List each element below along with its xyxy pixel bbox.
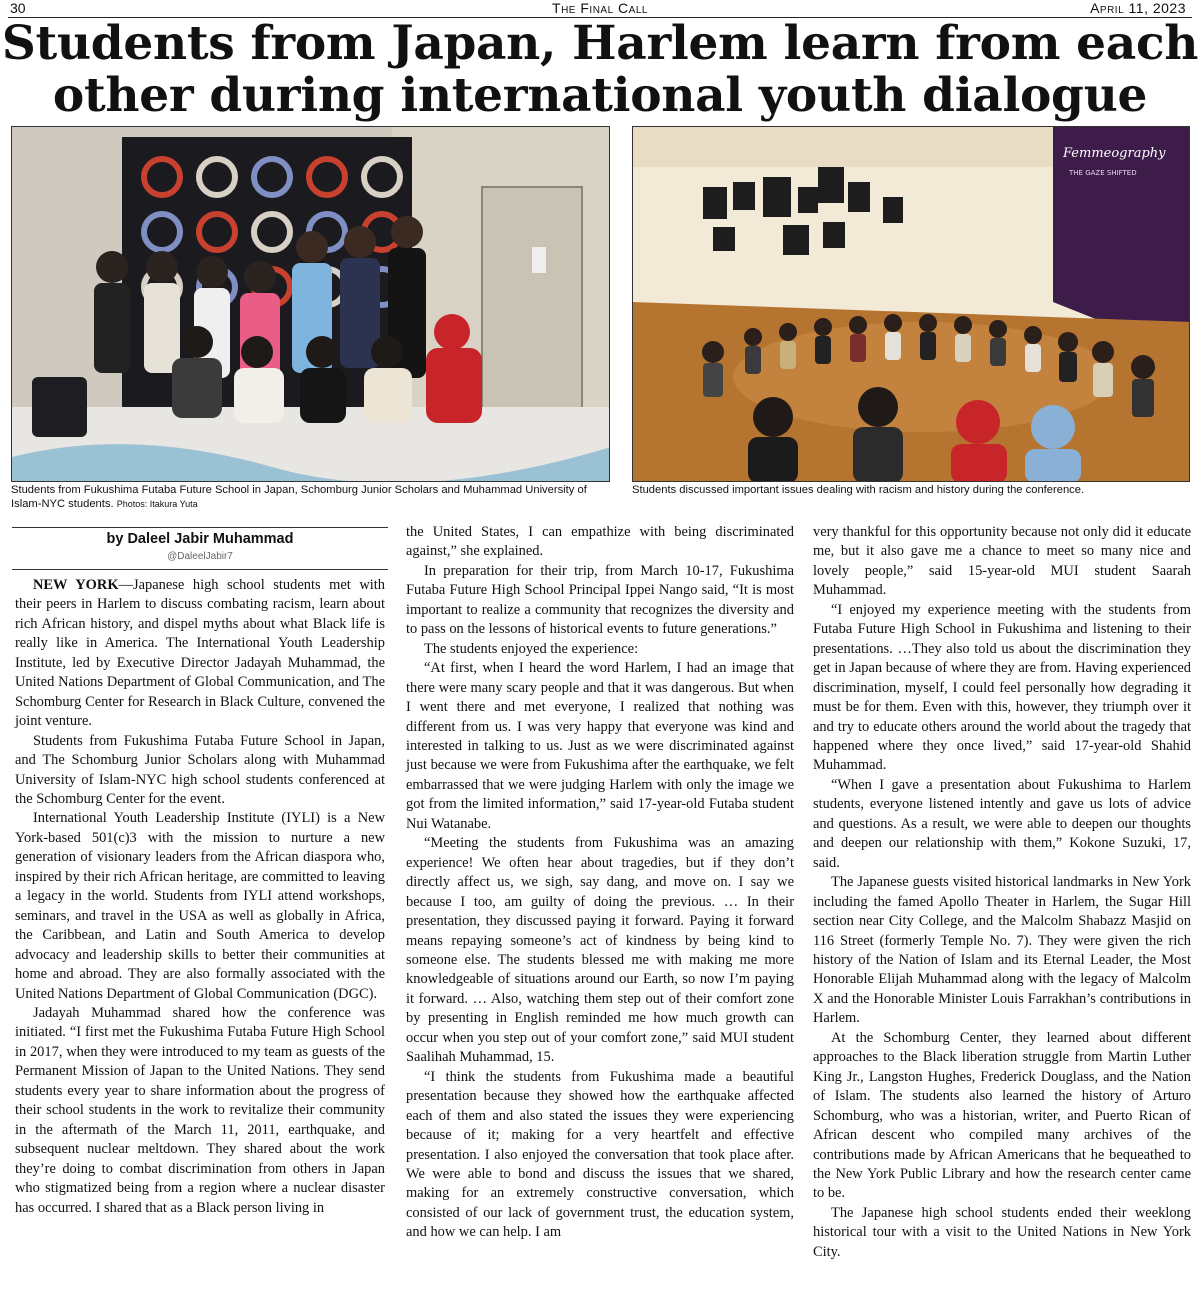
article-paragraph: the United States, I can empathize with being discriminated against,” she explained. — [406, 524, 794, 560]
article-paragraph: “I enjoyed my experience meeting with the students from Futaba Future High School in Fukushima and listening to their presentations. …They also told us about the discrimination they get in Japan because of where they are from. Having experienced discrimination, myself, I could feel personally how degrading it must be for them. Even with this, however, they triumph over it and try to educate others around the world about the tragedy that happened where they once lived,” said 17-year-old Shahid Muhammad. — [813, 601, 1191, 774]
group-photo-illustration — [12, 127, 610, 482]
article-paragraph: “Meeting the students from Fukushima was an amazing experience! We often hear about tragedies, but if they don’t directly affect us, we sigh, say dang, and move on. I say we because I too, am guilty of doing the previous. … In their presentation, they discussed paying it forward. Paying it forward means repaying someone’s act of kindness by being kind to someone else. The students blessed me with making me more knowledgeable of situations around our Earth, so now I’m paying it forward. … Also, watching them step out of their comfort zone by presenting in English reminded me how much growth can occur when you step out of your comfort zone,” said MUI student Saalihah Muhammad, 15. — [406, 835, 794, 1066]
byline-bottom-rule — [12, 569, 388, 570]
folio — [0, 0, 1200, 17]
article-paragraph: At the Schomburg Center, they learned about different approaches to the Black liberation struggle from Martin Luther King Jr., Langston Hughes, Frederick Douglass, and the Nation of Islam. The students also learned the history of Arturo Schomburg, who was a historian, writer, and Puerto Rican of African descent who compiled many archives of the contributions made by African Americans that he bequeathed to the New York Public Library and how the research center came to be. — [813, 1029, 1191, 1202]
byline-author: by Daleel Jabir Muhammad — [106, 531, 294, 547]
article-column-1 — [15, 576, 385, 1218]
discussion-photo-illustration — [633, 127, 1190, 482]
discussion-photo-caption: Students discussed important issues dealing with racism and history during the conference. — [632, 484, 1085, 496]
paper-name: The Final Call — [552, 0, 648, 16]
byline-handle: @DaleelJabir7 — [167, 551, 233, 562]
discussion-photo — [632, 126, 1190, 482]
article-paragraph: “When I gave a presentation about Fukushima to Harlem students, everyone listened intently and gave us lots of advice and questions. As a result, we were able to deepen our thoughts and deepen our relationship with them,” Kokone Suzuki, 17, said. — [813, 776, 1191, 871]
headline-line-2: other during international youth dialogue — [52, 68, 1148, 123]
issue-date: April 11, 2023 — [1090, 0, 1186, 16]
article-paragraph: NEW YORK—Japanese high school students met with their peers in Harlem to discuss combating racism, learn about rich African history, and dispel myths about what Black life is really like in America. The International Youth Leadership Institute, led by Executive Director Jadayah Muhammad, the United Nations Department of Global Communication, and The Schomburg Center for Research in Black Culture, convened the joint venture. — [15, 577, 386, 730]
dateline: NEW YORK — [33, 577, 119, 593]
article-paragraph: The Japanese guests visited historical landmarks in New York including the famed Apollo Theater in Harlem, the Sugar Hill section near City College, and the Malcolm Shabazz Masjid on 116 Street (formerly Temple No. 7). They were given the rich history of the Nation of Islam and its Eternal Leader, the Most Honorable Elijah Muhammad along with the legacy of Malcolm X and the Honorable Minister Louis Farrakhan’s contributions in Harlem. — [813, 874, 1191, 1027]
exhibit-sign-title: Femmeography — [1063, 146, 1166, 161]
headline — [0, 18, 1200, 122]
group-photo-caption — [11, 484, 613, 511]
headline-line-1: Students from Japan, Harlem learn from each — [1, 16, 1199, 71]
article-paragraph: The Japanese high school students ended their weeklong historical tour with a visit to the United Nations in New York City. — [813, 1204, 1191, 1260]
article-paragraph: very thankful for this opportunity because not only did it educate me, but it also gave me a chance to meet so many nice and lovely people,” said 15-year-old MUI student Saarah Muhammad. — [813, 524, 1191, 599]
article-paragraph: Jadayah Muhammad shared how the conference was initiated. “I first met the Fukushima Futaba Future High School in 2017, when they were introduced to my team as guests of the Permanent Mission of Japan to the United Nations. They send students every year to share information about the progress of their school students in the work to revitalize their community in the aftermath of the March 11, 2011, earthquake, and subsequent nuclear meltdown. They shared about the work they’re doing to combat discrimination from others in Japan who stigmatized being from a region where a nuclear disaster has occurred. I shared that as a Black person living in — [15, 1004, 385, 1216]
byline-top-rule — [12, 527, 388, 528]
article-paragraph: Students from Fukushima Futaba Future School in Japan, and The Schomburg Junior Scholars along with Muhammad University of Islam-NYC high school students conferenced at the Schomburg Center for the event. — [15, 732, 385, 807]
article-paragraph: In preparation for their trip, from March 10-17, Fukushima Futaba Future High School Principal Ippei Nango said, “It is most important to realize a community that recognizes the diversity and to pass on the lessons of historical events to future generations.” — [406, 562, 794, 638]
group-photo — [11, 126, 610, 482]
article-paragraph: “At first, when I heard the word Harlem, I had an image that there were many scary people and that it was dangerous. But when I went there and met everyone, I realized that nothing was different from us. I was very happy that everyone was kind and interested in talking to us. Just as we were discriminated against just because we were from Fukushima after the earthquake, we felt embarrassed that we were judging Harlem with only the image we got from the limited information,” said 17-year-old Futaba student Nui Watanabe. — [406, 660, 794, 832]
article-column-3 — [813, 523, 1191, 1262]
group-photo-caption-text: Students from Fukushima Futaba Future School in Japan, Schomburg Junior Scholars and Muhammad University of Islam-NYC students. — [11, 484, 587, 510]
article-paragraph: “I think the students from Fukushima made a beautiful presentation because they showed how the earthquake affected each of them and also stated the issues they were experiencing because of it; making for a very heartfelt and effective presentation. I also enjoyed the conversation that took place after. We were able to bond and discuss the issues that we shared, making for an extremely constructive conversation, which consisted of our lack of government trust, the education system, and how we can help. I am — [406, 1068, 794, 1241]
page-number: 30 — [10, 0, 26, 16]
article-column-2 — [406, 523, 794, 1243]
exhibit-sign-subtitle: THE GAZE SHIFTED — [1069, 169, 1137, 177]
article-paragraph: The students enjoyed the experience: — [424, 640, 639, 657]
photo-credit: Photos: Itakura Yuta — [116, 498, 198, 509]
article-paragraph: International Youth Leadership Institute (IYLI) is a New York-based 501(c)3 with the mission to nurture a new generation of visionary leaders from the African diaspora who, inspired by their rich African heritage, are committed to leaving a legacy in the world. Students from IYLI attend workshops, seminars, and travel in the USA as well as globally in Africa, the Caribbean, and Latin and South America to develop advocacy and leadership skills to better their communities at home and abroad. They are also formally associated with the United Nations Department of Global Communication (DGC). — [15, 810, 385, 1002]
